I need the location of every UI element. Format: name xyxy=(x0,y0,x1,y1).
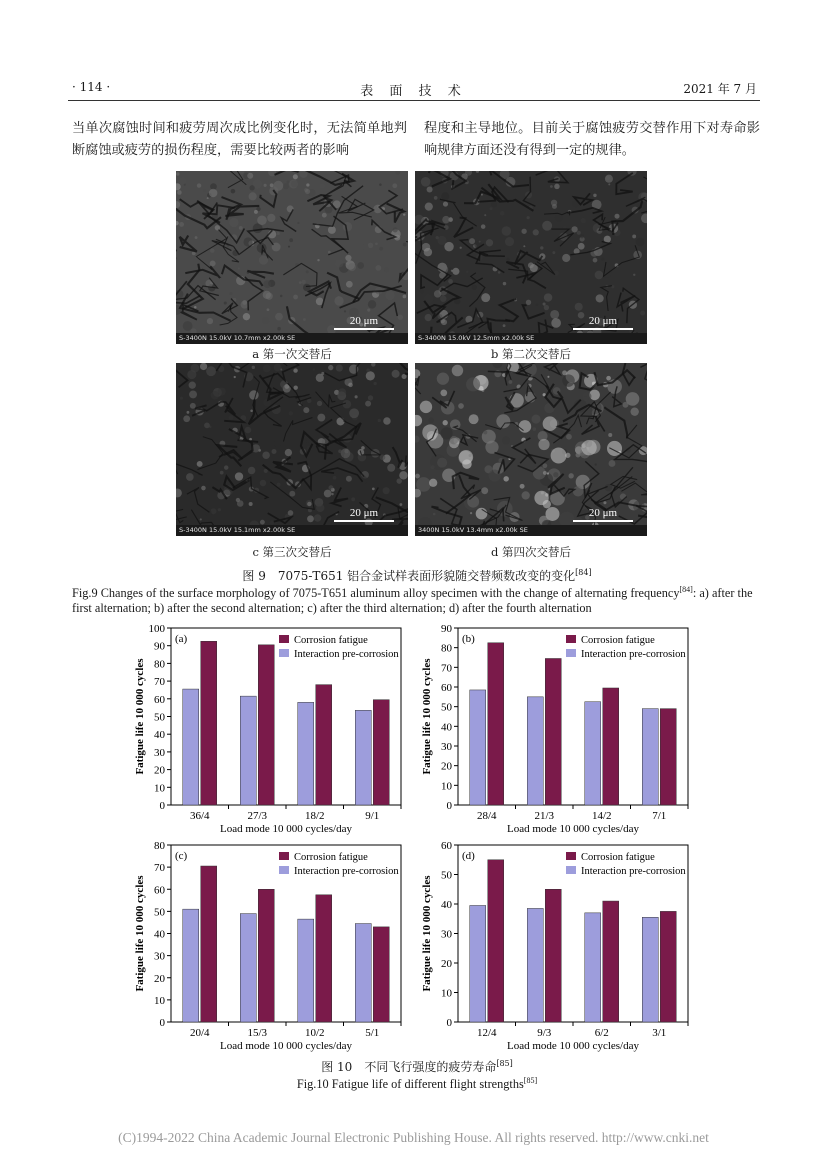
sem-info-c: S-3400N 15.0kV 15.1mm x2.00k SE xyxy=(176,525,408,536)
bar-interaction-pre-corrosion xyxy=(642,709,658,805)
bar-interaction-pre-corrosion xyxy=(642,917,658,1022)
x-tick-label: 3/1 xyxy=(652,1027,667,1039)
x-tick-label: 28/4 xyxy=(476,810,497,822)
scale-bar-a: 20 μm xyxy=(334,315,394,330)
header-rule xyxy=(68,100,760,101)
sem-info-b: S-3400N 15.0kV 12.5mm x2.00k SE xyxy=(415,333,647,344)
y-tick-label: 30 xyxy=(441,741,452,753)
body-text-right: 程度和主导地位。目前关于腐蚀疲劳交替作用下对寿命影响规律方面还没有得到一定的规律。 xyxy=(424,121,760,158)
y-tick-label: 60 xyxy=(441,840,452,852)
bar-chart-a xyxy=(128,618,418,838)
x-axis-label: Load mode 10 000 cycles/day xyxy=(507,1040,639,1052)
sem-image-c xyxy=(176,363,408,536)
sem-image-b xyxy=(415,171,647,344)
bar-corrosion-fatigue xyxy=(660,709,676,805)
legend-swatch-corrosion-fatigue xyxy=(279,635,289,643)
y-tick-label: 0 xyxy=(446,800,452,812)
x-tick-label: 9/1 xyxy=(365,810,380,822)
bar-corrosion-fatigue xyxy=(373,700,389,805)
sem-info-d: 3400N 15.0kV 13.4mm x2.00k SE xyxy=(415,525,647,536)
legend-swatch-corrosion-fatigue xyxy=(566,635,576,643)
figure9-caption-en: Fig.9 Changes of the surface morphology of 7075-T651 aluminum alloy specimen with the change of alternating frequency[84]: a) after the first alternation; b) after the second alternation; c) after the third alternation; d) after the fourth alternation xyxy=(72,585,753,616)
bar-interaction-pre-corrosion xyxy=(470,690,486,805)
bar-interaction-pre-corrosion xyxy=(585,913,601,1022)
y-tick-label: 60 xyxy=(154,884,165,897)
bar-corrosion-fatigue xyxy=(488,643,504,805)
x-tick-label: 7/1 xyxy=(652,810,667,822)
bar-interaction-pre-corrosion xyxy=(240,914,256,1022)
y-tick-label: 20 xyxy=(154,972,165,985)
y-tick-label: 80 xyxy=(154,658,165,671)
legend-label-corrosion-fatigue: Corrosion fatigue xyxy=(294,635,368,646)
bar-corrosion-fatigue xyxy=(201,866,217,1022)
x-tick-label: 15/3 xyxy=(247,1027,268,1039)
x-axis-label: Load mode 10 000 cycles/day xyxy=(507,823,639,835)
subcaption-a: a 第一次交替后 xyxy=(252,347,332,361)
bar-corrosion-fatigue xyxy=(603,901,619,1022)
legend-label-interaction-pre-corrosion: Interaction pre-corrosion xyxy=(581,866,686,877)
x-tick-label: 36/4 xyxy=(189,810,210,822)
x-tick-label: 21/3 xyxy=(534,810,555,822)
legend-label-interaction-pre-corrosion: Interaction pre-corrosion xyxy=(294,649,399,660)
bar-corrosion-fatigue xyxy=(660,911,676,1022)
y-tick-label: 20 xyxy=(154,764,165,777)
x-tick-label: 9/3 xyxy=(537,1027,552,1039)
bar-interaction-pre-corrosion xyxy=(355,924,371,1022)
y-tick-label: 80 xyxy=(441,642,452,655)
y-tick-label: 70 xyxy=(441,662,452,675)
figure9-caption-cn: 图 9 7075-T651 铝合金试样表面形貌随交替频数改变的变化[84] xyxy=(242,568,592,583)
y-tick-label: 0 xyxy=(446,1017,452,1029)
bar-corrosion-fatigue xyxy=(316,685,332,805)
y-tick-label: 20 xyxy=(441,958,452,970)
sem-image-d xyxy=(415,363,647,536)
scale-bar-d: 20 μm xyxy=(573,507,633,522)
scale-bar-c: 20 μm xyxy=(334,507,394,522)
copyright-footer: (C)1994-2022 China Academic Journal Electronic Publishing House. All rights reserved. http://www.cnki.net xyxy=(118,1130,709,1145)
legend-swatch-interaction-pre-corrosion xyxy=(566,649,576,657)
panel-label: (a) xyxy=(175,633,188,645)
legend-label-corrosion-fatigue: Corrosion fatigue xyxy=(294,852,368,863)
legend-label-interaction-pre-corrosion: Interaction pre-corrosion xyxy=(294,866,399,877)
y-tick-label: 10 xyxy=(441,780,452,793)
x-tick-label: 14/2 xyxy=(591,810,612,822)
x-tick-label: 18/2 xyxy=(304,810,325,822)
x-tick-label: 6/2 xyxy=(594,1027,609,1039)
subcaption-c: c 第三次交替后 xyxy=(252,545,332,559)
bar-corrosion-fatigue xyxy=(373,927,389,1022)
figure10-caption-cn: 图 10 不同飞行强度的疲劳寿命[85] xyxy=(321,1059,513,1074)
y-axis-label: Fatigue life 10 000 cycles xyxy=(421,875,433,992)
y-tick-label: 50 xyxy=(154,711,165,724)
legend-swatch-interaction-pre-corrosion xyxy=(279,649,289,657)
y-tick-label: 80 xyxy=(154,840,165,852)
y-tick-label: 90 xyxy=(154,640,165,653)
sem-info-a: S-3400N 15.0kV 10.7mm x2.00k SE xyxy=(176,333,408,344)
bar-corrosion-fatigue xyxy=(603,688,619,805)
legend-label-interaction-pre-corrosion: Interaction pre-corrosion xyxy=(581,649,686,660)
y-axis-label: Fatigue life 10 000 cycles xyxy=(421,658,433,775)
subcaption-d: d 第四次交替后 xyxy=(490,545,572,559)
y-tick-label: 60 xyxy=(154,693,165,706)
y-tick-label: 30 xyxy=(154,746,165,759)
y-tick-label: 60 xyxy=(441,682,452,694)
y-tick-label: 100 xyxy=(148,623,165,635)
y-axis-label: Fatigue life 10 000 cycles xyxy=(134,875,146,992)
bar-interaction-pre-corrosion xyxy=(527,697,543,805)
x-tick-label: 27/3 xyxy=(247,810,268,822)
legend-swatch-corrosion-fatigue xyxy=(566,852,576,860)
bar-corrosion-fatigue xyxy=(545,889,561,1022)
bar-interaction-pre-corrosion xyxy=(355,710,371,805)
y-tick-label: 40 xyxy=(441,721,452,734)
x-tick-label: 10/2 xyxy=(304,1027,325,1039)
bar-chart-c xyxy=(128,835,418,1055)
sem-image-a xyxy=(176,171,408,344)
bar-corrosion-fatigue xyxy=(258,645,274,805)
body-text-left: 当单次腐蚀时间和疲劳周次成比例变化时，无法简单地判断腐蚀或疲劳的损伤程度，需要比较两者的影响 xyxy=(72,121,407,158)
bar-interaction-pre-corrosion xyxy=(527,908,543,1022)
panel-label: (b) xyxy=(462,633,475,645)
bar-corrosion-fatigue xyxy=(488,860,504,1022)
issue-date: 2021 年 7 月 xyxy=(683,82,757,96)
x-tick-label: 12/4 xyxy=(476,1027,497,1039)
x-axis-label: Load mode 10 000 cycles/day xyxy=(220,1040,352,1052)
bar-interaction-pre-corrosion xyxy=(183,909,199,1022)
y-tick-label: 40 xyxy=(441,899,452,911)
y-tick-label: 50 xyxy=(441,869,452,882)
bar-corrosion-fatigue xyxy=(316,895,332,1022)
journal-title: 表 面 技 术 xyxy=(360,84,467,99)
y-tick-label: 10 xyxy=(154,994,165,1007)
bar-corrosion-fatigue xyxy=(201,641,217,805)
bar-interaction-pre-corrosion xyxy=(585,702,601,805)
x-tick-label: 5/1 xyxy=(365,1027,380,1039)
panel-label: (c) xyxy=(175,850,188,862)
bar-interaction-pre-corrosion xyxy=(183,689,199,805)
scale-bar-b: 20 μm xyxy=(573,315,633,330)
x-axis-label: Load mode 10 000 cycles/day xyxy=(220,823,352,835)
figure10-caption-en: Fig.10 Fatigue life of different flight strengths[85] xyxy=(296,1076,538,1092)
legend-swatch-interaction-pre-corrosion xyxy=(279,866,289,874)
legend-swatch-corrosion-fatigue xyxy=(279,852,289,860)
y-tick-label: 90 xyxy=(441,623,452,635)
bar-interaction-pre-corrosion xyxy=(470,905,486,1022)
y-tick-label: 0 xyxy=(159,1017,165,1029)
bar-interaction-pre-corrosion xyxy=(298,702,314,805)
y-tick-label: 30 xyxy=(441,928,452,941)
bar-chart-b xyxy=(415,618,705,838)
x-tick-label: 20/4 xyxy=(189,1027,210,1039)
y-tick-label: 30 xyxy=(154,950,165,963)
bar-corrosion-fatigue xyxy=(258,889,274,1022)
y-tick-label: 50 xyxy=(154,906,165,919)
bar-chart-d xyxy=(415,835,705,1055)
bar-corrosion-fatigue xyxy=(545,658,561,805)
bar-interaction-pre-corrosion xyxy=(240,696,256,805)
y-tick-label: 40 xyxy=(154,928,165,941)
y-tick-label: 10 xyxy=(441,987,452,1000)
y-tick-label: 20 xyxy=(441,760,452,773)
y-tick-label: 70 xyxy=(154,862,165,875)
legend-label-corrosion-fatigue: Corrosion fatigue xyxy=(581,852,655,863)
y-tick-label: 70 xyxy=(154,676,165,689)
page-number: · 114 · xyxy=(72,80,111,94)
y-tick-label: 50 xyxy=(441,701,452,714)
bar-interaction-pre-corrosion xyxy=(298,919,314,1022)
y-axis-label: Fatigue life 10 000 cycles xyxy=(134,658,146,775)
panel-label: (d) xyxy=(462,850,475,862)
y-tick-label: 10 xyxy=(154,782,165,795)
legend-label-corrosion-fatigue: Corrosion fatigue xyxy=(581,635,655,646)
legend-swatch-interaction-pre-corrosion xyxy=(566,866,576,874)
y-tick-label: 0 xyxy=(159,800,165,812)
y-tick-label: 40 xyxy=(154,729,165,742)
subcaption-b: b 第二次交替后 xyxy=(490,347,572,361)
